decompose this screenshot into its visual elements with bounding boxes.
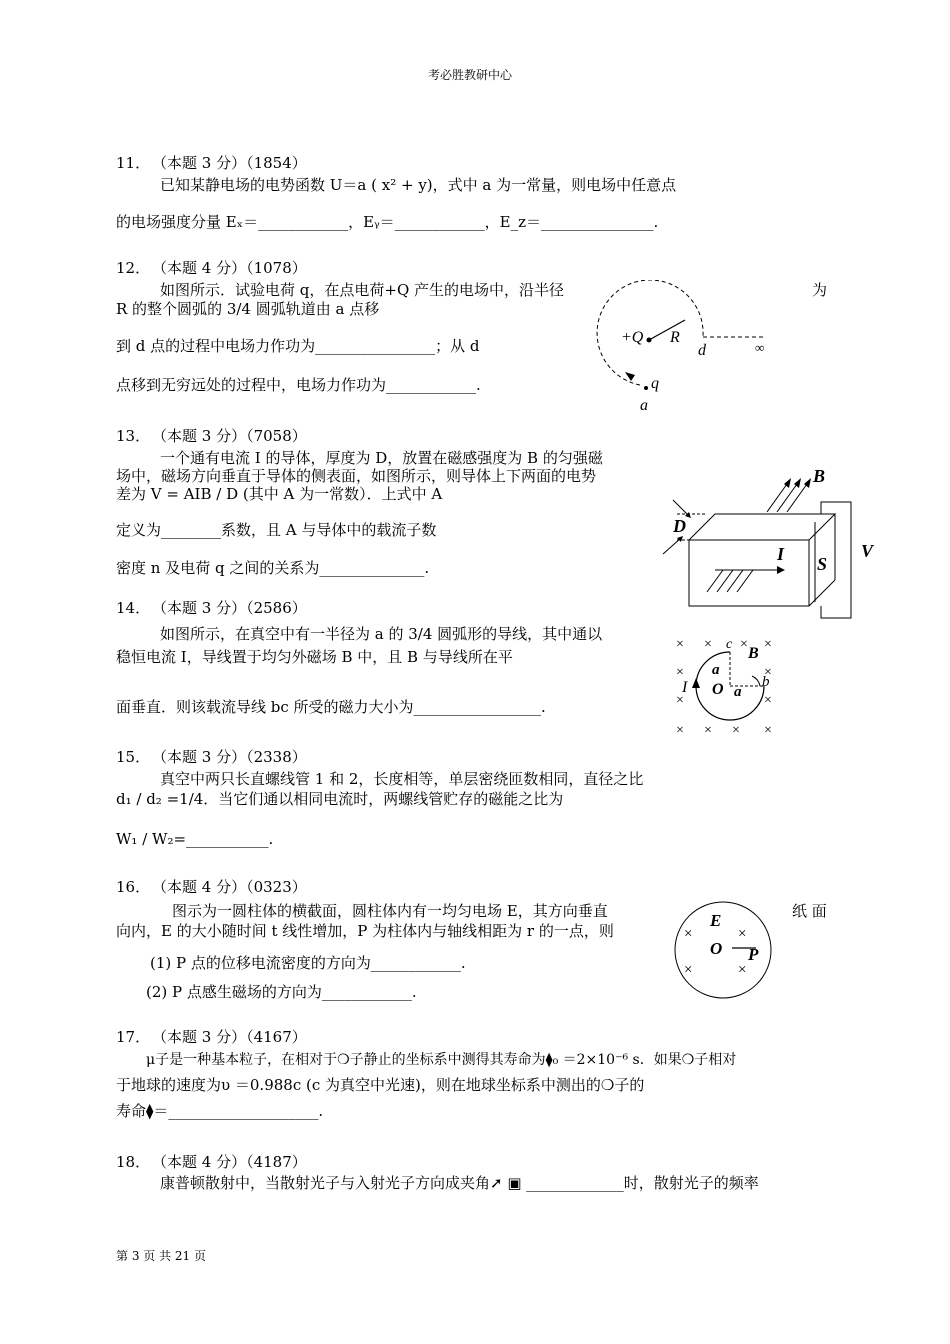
- q14-label-a-mid: a: [734, 684, 742, 700]
- q17-number: 17．: [116, 1028, 151, 1046]
- q13-line4: 定义为________系数，且 A 与导体中的载流子数: [116, 521, 437, 539]
- svg-text:×: ×: [738, 962, 747, 978]
- q18-line1: 康普顿散射中，当散射光子与入射光子方向成夹角➚ ▣ _____________时，散射光子的频率: [160, 1174, 759, 1192]
- q13-label-B: B: [813, 466, 826, 486]
- q12-figure: [595, 280, 795, 415]
- q13-line5: 密度 n 及电荷 q 之间的关系为______________.: [116, 559, 430, 577]
- svg-text:×: ×: [684, 926, 693, 942]
- q18-number: 18．: [116, 1153, 151, 1171]
- q16-meta: （本题 4 分）（0323）: [152, 878, 307, 896]
- q15-line3: W₁ / W₂=___________.: [116, 830, 274, 848]
- q14-label-c: c: [726, 637, 733, 652]
- svg-text:×: ×: [704, 723, 712, 738]
- svg-text:×: ×: [676, 637, 684, 652]
- q14-figure: [668, 630, 788, 740]
- q14-meta: （本题 3 分）（2586）: [152, 599, 307, 617]
- q14-number: 14．: [116, 599, 151, 617]
- q16-label-P: P: [748, 945, 759, 964]
- q15-line1: 真空中两只长直螺线管 1 和 2，长度相等，单层密绕匝数相同，直径之比: [160, 770, 644, 788]
- q12-meta: （本题 4 分）（1078）: [152, 259, 307, 277]
- q14-label-I: I: [682, 679, 688, 696]
- q13-line1: 一个通有电流 I 的导体，厚度为 D，放置在磁感强度为 B 的匀强磁: [160, 449, 603, 467]
- q13-label-S: S: [817, 554, 828, 574]
- q11-line2: 的电场强度分量 Eₓ＝____________，Eᵧ＝____________，E_z＝_______________.: [116, 213, 659, 231]
- q14-label-b: b: [762, 674, 770, 690]
- q18-meta: （本题 4 分）（4187）: [152, 1153, 307, 1171]
- svg-text:×: ×: [676, 665, 684, 680]
- page-footer: 第 3 页 共 21 页: [116, 1249, 206, 1263]
- q16-figure: [670, 898, 780, 1002]
- q15-meta: （本题 3 分）（2338）: [152, 748, 307, 766]
- svg-text:×: ×: [764, 723, 772, 738]
- q17-meta: （本题 3 分）（4167）: [152, 1028, 307, 1046]
- q14-label-O: O: [712, 681, 724, 698]
- page-header: 考必胜教研中心: [428, 68, 513, 82]
- q16-label-O: O: [710, 939, 723, 958]
- q14-line3: 面垂直．则该载流导线 bc 所受的磁力大小为_________________.: [116, 698, 546, 716]
- q12-line4: 点移到无穷远处的过程中，电场力作功为____________.: [116, 376, 481, 394]
- q17-line1: μ子是一种基本粒子，在相对于❍子静止的坐标系中测得其寿命为⧫₀ ＝2×10⁻⁶ s．如果❍子相对: [146, 1052, 737, 1068]
- q14-label-a-top: a: [712, 662, 720, 678]
- svg-text:×: ×: [738, 926, 747, 942]
- q16-label-E: E: [710, 911, 722, 930]
- q14-label-B: B: [748, 645, 759, 662]
- q14-line1: 如图所示，在真空中有一半径为 a 的 3/4 圆弧形的导线，其中通以: [160, 625, 603, 643]
- q12-label-Q: +Q: [621, 329, 644, 346]
- q16-number: 16．: [116, 878, 151, 896]
- svg-text:×: ×: [704, 637, 712, 652]
- svg-text:×: ×: [732, 723, 740, 738]
- q11-meta: （本题 3 分）（1854）: [152, 154, 307, 172]
- q13-meta: （本题 3 分）（7058）: [152, 427, 307, 445]
- svg-text:×: ×: [740, 637, 748, 652]
- q13-figure: [655, 462, 895, 622]
- q13-line2: 场中，磁场方向垂直于导体的侧表面，如图所示，则导体上下两面的电势: [116, 467, 597, 485]
- q13-label-I: I: [777, 544, 785, 564]
- q12-label-q: q: [651, 375, 659, 392]
- q12-line3: 到 d 点的过程中电场力作功为________________；从 d: [116, 337, 480, 355]
- q12-label-d: d: [698, 342, 706, 359]
- svg-text:×: ×: [676, 723, 684, 738]
- svg-text:×: ×: [764, 665, 772, 680]
- q12-label-a: a: [640, 397, 648, 414]
- q12-line2: R 的整个圆弧的 3/4 圆弧轨道由 a 点移: [116, 300, 380, 318]
- q13-label-D: D: [673, 516, 686, 536]
- q16-line3: (1) P 点的位移电流密度的方向为____________.: [150, 954, 466, 972]
- q13-number: 13．: [116, 427, 151, 445]
- svg-text:×: ×: [764, 693, 772, 708]
- q16-line1: 图示为一圆柱体的横截面，圆柱体内有一均匀电场 E，其方向垂直: [172, 902, 608, 920]
- q13-line3: 差为 V = AIB / D (其中 A 为一常数）．上式中 A: [116, 485, 443, 503]
- svg-text:×: ×: [764, 637, 772, 652]
- q11-number: 11．: [116, 154, 151, 172]
- q17-line3: 寿命⧫＝____________________.: [116, 1102, 324, 1120]
- svg-text:×: ×: [676, 693, 684, 708]
- q16-line1-tail: 纸 面: [792, 902, 827, 920]
- q16-line4: (2) P 点感生磁场的方向为____________.: [146, 983, 417, 1001]
- q12-label-inf: ∞: [755, 340, 765, 355]
- q15-line2: d₁ / d₂ =1/4．当它们通以相同电流时，两螺线管贮存的磁能之比为: [116, 790, 564, 808]
- q17-line2: 于地球的速度为υ ＝0.988c (c 为真空中光速)，则在地球坐标系中测出的❍子的: [116, 1076, 645, 1094]
- q12-label-R: R: [670, 329, 680, 346]
- q13-label-V: V: [861, 541, 874, 561]
- q12-line1-tail: 为: [812, 281, 828, 299]
- q11-line1: 已知某静电场的电势函数 U＝a ( x² + y)，式中 a 为一常量，则电场中任意点: [160, 176, 677, 194]
- q12-number: 12．: [116, 259, 151, 277]
- q15-number: 15．: [116, 748, 151, 766]
- q16-line2: 向内，E 的大小随时间 t 线性增加，P 为柱体内与轴线相距为 r 的一点，则: [116, 922, 614, 940]
- svg-text:×: ×: [684, 962, 693, 978]
- q12-line1: 如图所示．试验电荷 q，在点电荷+Q 产生的电场中，沿半径: [160, 281, 565, 299]
- q14-line2: 稳恒电流 I，导线置于均匀外磁场 B 中，且 B 与导线所在平: [116, 648, 513, 666]
